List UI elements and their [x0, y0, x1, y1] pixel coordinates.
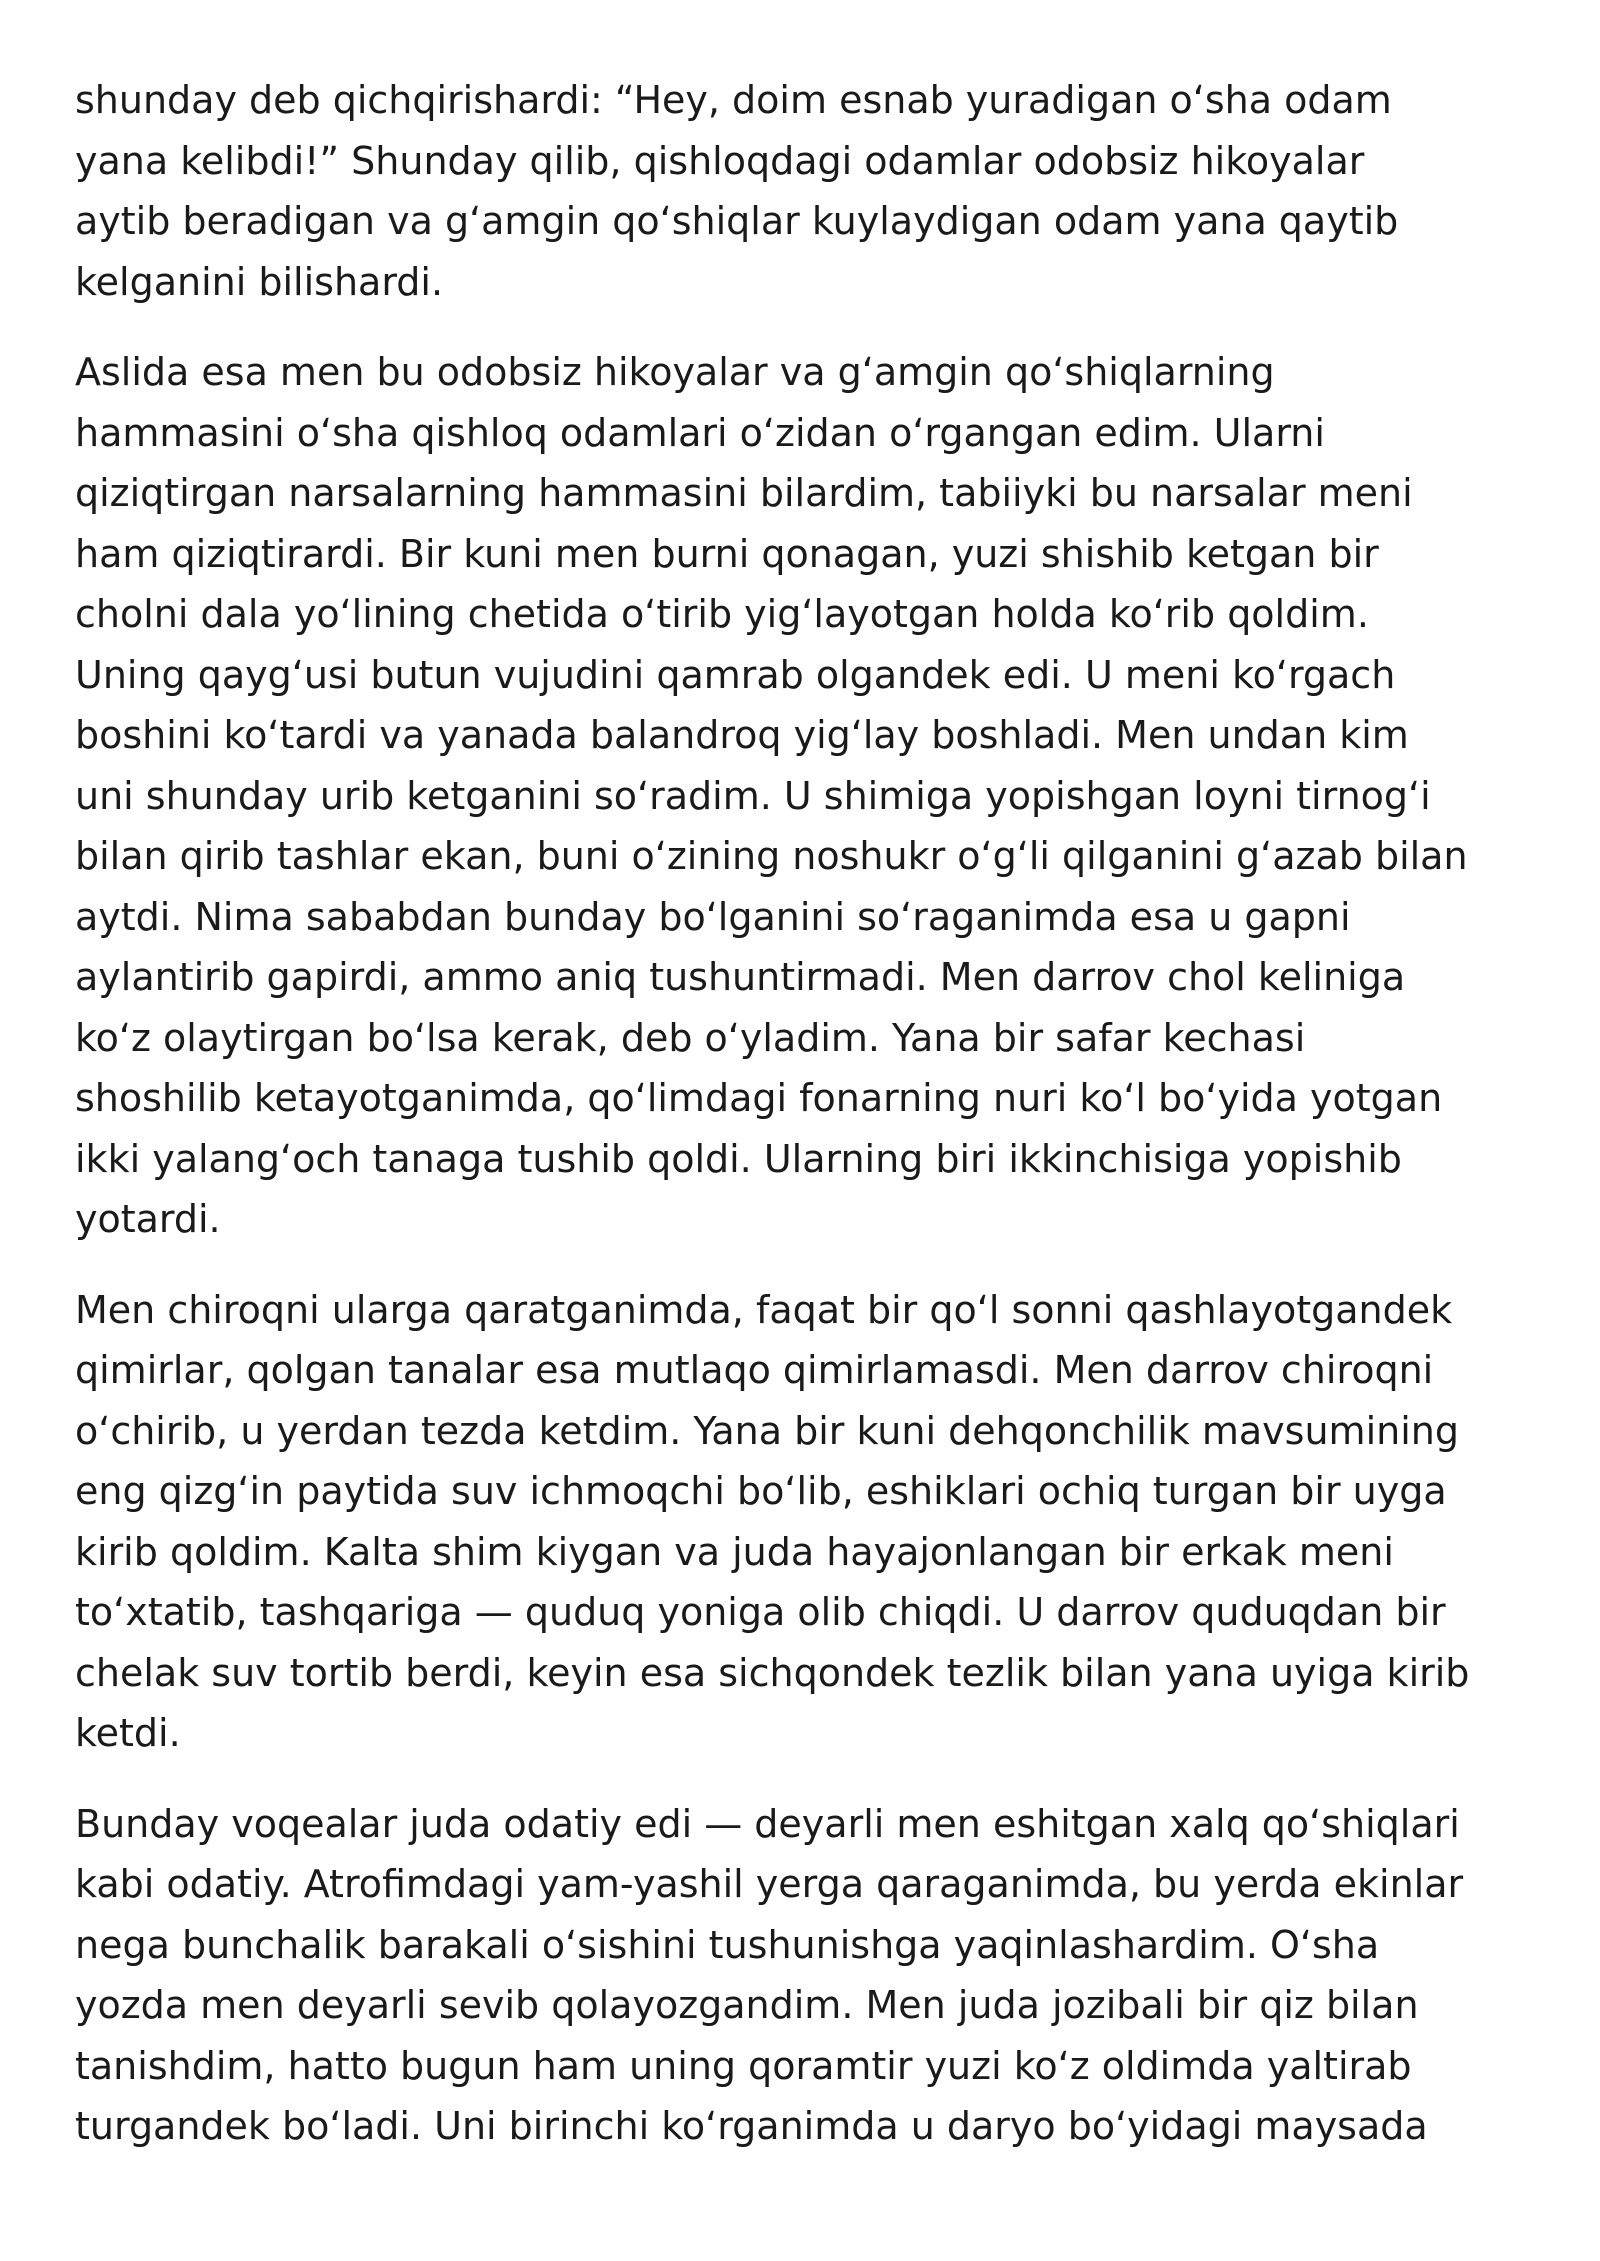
text-line: Aslida esa men bu odobsiz hikoyalar va gʻamgin qoʻshiqlarning: [75, 350, 1275, 394]
text-line: nega bunchalik barakali oʻsishini tushunishga yaqinlashardim. Oʻsha: [75, 1922, 1380, 1967]
text-line: Uning qaygʻusi butun vujudini qamrab olgandek edi. U meni koʻrgach: [75, 652, 1396, 697]
text-line: hammasini oʻsha qishloq odamlari oʻzidan oʻrgangan edim. Ularni: [75, 410, 1325, 455]
text-line: shunday deb qichqirishardi: “Hey, doim esnab yuradigan oʻsha odam: [75, 78, 1392, 122]
paragraph-1: [75, 70, 1555, 312]
text-line: tanishdim, hatto bugun ham uning qoramtir yuzi koʻz oldimda yaltirab: [75, 2043, 1412, 2088]
text-line: yotardi.: [75, 1197, 221, 1241]
text-line: shoshilib ketayotganimda, qoʻlimdagi fonarning nuri koʻl boʻyida yotgan: [75, 1076, 1443, 1120]
text-line: chelak suv tortib berdi, keyin esa sichqondek tezlik bilan yana uyiga kirib: [75, 1650, 1470, 1695]
text-line: toʻxtatib, tashqariga — quduq yoniga olib chiqdi. U darrov quduqdan bir: [75, 1590, 1446, 1634]
text-line: kirib qoldim. Kalta shim kiygan va juda hayajonlangan bir erkak meni: [75, 1529, 1394, 1574]
text-line: qiziqtirgan narsalarning hammasini bilardim, tabiiyki bu narsalar meni: [75, 471, 1413, 515]
text-line: qimirlar, qolgan tanalar esa mutlaqo qimirlamasdi. Men darrov chiroqni: [75, 1348, 1434, 1392]
text-line: turgandek boʻladi. Uni birinchi koʻrganimda u daryo boʻyidagi maysada: [75, 2104, 1428, 2148]
text-line: koʻz olaytirgan boʻlsa kerak, deb oʻyladim. Yana bir safar kechasi: [75, 1015, 1306, 1060]
text-line: kelganini bilishardi.: [75, 259, 444, 304]
text-line: ketdi.: [75, 1711, 181, 1755]
text-line: uni shunday urib ketganini soʻradim. U shimiga yopishgan loyni tirnogʻi: [75, 773, 1431, 818]
paragraph-3: [75, 1280, 1555, 1764]
text-line: kabi odatiy. Atrofimdagi yam-yashil yerga qaraganimda, bu yerda ekinlar: [75, 1862, 1464, 1906]
paragraph-4: [75, 1794, 1555, 2157]
text-line: bilan qirib tashlar ekan, buni oʻzining noshukr oʻgʻli qilganini gʻazab bilan: [75, 834, 1468, 878]
text-line: ikki yalangʻoch tanaga tushib qoldi. Ularning biri ikkinchisiga yopishib: [75, 1136, 1402, 1181]
text-line: Bunday voqealar juda odatiy edi — deyarli men eshitgan xalq qoʻshiqlari: [75, 1801, 1460, 1846]
text-line: cholni dala yoʻlining chetida oʻtirib yigʻlayotgan holda koʻrib qoldim.: [75, 592, 1369, 636]
text-line: Men chiroqni ularga qaratganimda, faqat bir qoʻl sonni qashlayotgandek: [75, 1287, 1453, 1332]
text-line: aytdi. Nima sababdan bunday boʻlganini soʻraganimda esa u gapni: [75, 894, 1351, 939]
text-line: aytib beradigan va gʻamgin qoʻshiqlar kuylaydigan odam yana qaytib: [75, 199, 1399, 243]
text-line: oʻchirib, u yerdan tezda ketdim. Yana bir kuni dehqonchilik mavsumining: [75, 1408, 1459, 1453]
document-page: [75, 70, 1555, 2187]
text-line: eng qizgʻin paytida suv ichmoqchi boʻlib, eshiklari ochiq turgan bir uyga: [75, 1469, 1447, 1513]
paragraph-2: [75, 342, 1555, 1250]
text-line: aylantirib gapirdi, ammo aniq tushuntirmadi. Men darrov chol keliniga: [75, 955, 1406, 999]
text-line: yozda men deyarli sevib qolayozgandim. Men juda jozibali bir qiz bilan: [75, 1983, 1419, 2027]
text-line: ham qiziqtirardi. Bir kuni men burni qonagan, yuzi shishib ketgan bir: [75, 531, 1379, 576]
text-line: boshini koʻtardi va yanada balandroq yigʻlay boshladi. Men undan kim: [75, 713, 1409, 757]
text-line: yana kelibdi!” Shunday qilib, qishloqdagi odamlar odobsiz hikoyalar: [75, 138, 1365, 183]
